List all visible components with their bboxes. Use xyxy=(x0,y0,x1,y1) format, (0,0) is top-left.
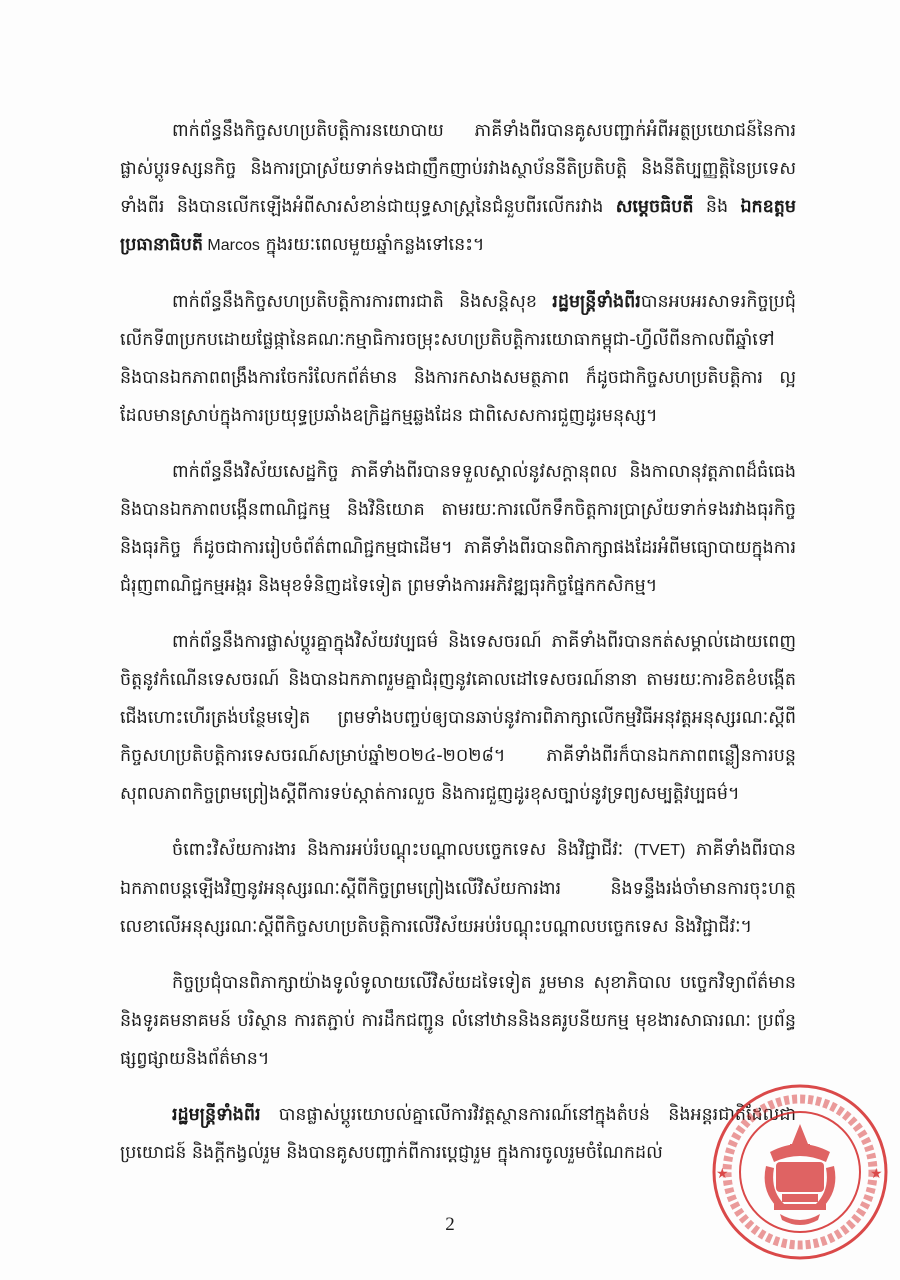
text-segment: ពាក់ព័ន្ធនឹងកិច្ចសហប្រតិបត្តិការនយោបាយ ភាគីទាំងពីរបានគូសបញ្ជាក់អំពីអត្ថប្រយោជន៍នៃការផ្លាស់ប្តូរទស្សនកិច្ច និងការប្រាស្រ័យទាក់ទងជាញឹកញាប់រវាងស្ថាប័ននីតិប្រតិបត្តិ និងនីតិប្បញ្ញត្តិនៃប្រទេសទាំងពីរ និងបានលើកឡើងអំពីសារសំខាន់ជាយុទ្ធសាស្ត្រនៃជំនួបពីរលើករវាង xyxy=(120,121,796,217)
paragraph-political-cooperation xyxy=(120,112,796,265)
text-segment: សម្តេចធិបតី xyxy=(615,197,694,217)
seal-star-left: ★ xyxy=(716,1166,729,1182)
text-segment: ក្នុងរយៈពេលមួយឆ្នាំកន្លងទៅនេះ។ xyxy=(259,235,485,255)
document-body xyxy=(120,112,796,1190)
text-segment: Marcos xyxy=(202,237,260,254)
text-segment: ពាក់ព័ន្ធនឹងកិច្ចសហប្រតិបត្តិការការពារជាតិ និងសន្តិសុខ xyxy=(172,292,553,312)
paragraph-economic xyxy=(120,453,796,605)
seal-star-right: ★ xyxy=(870,1166,883,1182)
text-segment: ពាក់ព័ន្ធនឹងការផ្លាស់ប្តូរគ្នាក្នុងវិស័យវប្បធម៌ និងទេសចរណ៍ ភាគីទាំងពីរបានកត់សម្គាល់ដោយពេញចិត្តនូវកំណើនទេសចរណ៍ និងបានឯកភាពរួមគ្នាជំរុញនូវគោលដៅទេសចរណ៍នានា តាមរយៈការខិតខំបង្កើតជើងហោះហើរត្រង់បន្ថែមទៀត ព្រមទាំងបញ្ចប់ឲ្យបានឆាប់នូវការពិភាក្សាលើកម្មវិធីអនុវត្តអនុស្សរណៈស្តីពីកិច្ចសហប្រតិបត្តិការទេសចរណ៍សម្រាប់ឆ្នាំ២០២៤-២០២៨។ ភាគីទាំងពីរក៏បានឯកភាពពន្លឿនការបន្តសុពលភាពកិច្ចព្រមព្រៀងស្តីពីការទប់ស្កាត់ការលួច និងការជួញដូរខុសច្បាប់នូវទ្រព្យសម្បត្តិវប្បធម៌។ xyxy=(120,632,796,804)
text-segment: រដ្ឋមន្ត្រីទាំងពីរ xyxy=(172,1105,261,1125)
text-segment: បានផ្លាស់ប្តូរយោបល់គ្នាលើការវិវត្តស្ថានការណ៍នៅក្នុងតំបន់ និងអន្តរជាតិដែលជាប្រយោជន៍ និងក្តីកង្វល់រួម និងបានគូសបញ្ជាក់ពីការប្តេជ្ញារួម ក្នុងការចូលរួមចំណែកដល់ xyxy=(120,1105,796,1163)
text-segment: ចំពោះវិស័យការងារ និងការអប់រំបណ្តុះបណ្តាលបច្ចេកទេស និងវិជ្ជាជីវៈ xyxy=(172,840,634,860)
text-segment: រដ្ឋមន្ត្រីទាំងពីរ xyxy=(552,292,641,312)
paragraph-regional-issues xyxy=(120,1096,796,1172)
text-segment: ពាក់ព័ន្ធនឹងវិស័យសេដ្ឋកិច្ច ភាគីទាំងពីរបានទទួលស្គាល់នូវសក្តានុពល និងកាលានុវត្តភាពដ៏ធំធេង និងបានឯកភាពបង្កើនពាណិជ្ជកម្ម និងវិនិយោគ តាមរយៈការលើកទឹកចិត្តការប្រាស្រ័យទាក់ទងរវាងធុរកិច្ច និងធុរកិច្ច ក៏ដូចជាការរៀបចំព័ត៌ពាណិជ្ជកម្មជាដើម។ ភាគីទាំងពីរបានពិភាក្សាផងដែរអំពីមធ្យោបាយក្នុងការជំរុញពាណិជ្ជកម្មអង្ករ និងមុខទំនិញដទៃទៀត ព្រមទាំងការអភិវឌ្ឍធុរកិច្ចផ្នែកកសិកម្ម។ xyxy=(120,462,796,596)
seal-emblem xyxy=(765,1124,836,1225)
page-number: 2 xyxy=(445,1214,455,1235)
text-segment: ភាគីទាំងពីរបានឯកភាពបន្តឡើងវិញនូវអនុស្សរណៈស្តីពីកិច្ចព្រមព្រៀងលើវិស័យការងារ និងទន្ទឹងរង់ចាំមានការចុះហត្ថលេខាលើអនុស្សរណៈស្តីពីកិច្ចសហប្រតិបត្តិការលើវិស័យអប់រំបណ្តុះបណ្តាលបច្ចេកទេស និងវិជ្ជាជីវៈ។ xyxy=(120,840,796,937)
text-segment: (TVET) xyxy=(633,842,686,859)
paragraph-other-sectors xyxy=(120,964,796,1078)
text-segment: កិច្ចប្រជុំបានពិភាក្សាយ៉ាងទូលំទូលាយលើវិស័យដទៃទៀត រួមមាន សុខាភិបាល បច្ចេកវិទ្យាព័ត៌មាននិងទូរគមនាគមន៍ បរិស្ថាន ការតភ្ជាប់ ការដឹកជញ្ជូន លំនៅឋាននិងនគរូបនីយកម្ម មុខងារសាធារណៈ ប្រព័ន្ធផ្សព្វផ្សាយនិងព័ត៌មាន។ xyxy=(120,973,796,1069)
paragraph-culture-tourism xyxy=(120,623,796,813)
text-segment: និង xyxy=(693,197,741,217)
paragraph-defense-security xyxy=(120,283,796,435)
text-segment: ឯកឧត្តមប្រធានាធិបតី xyxy=(120,197,796,255)
paragraph-labor-tvet xyxy=(120,831,796,946)
text-segment: បានអបអរសាទរកិច្ចប្រជុំលើកទី៣ប្រកបដោយផ្លែផ្កានៃគណៈកម្មាធិការចម្រុះសហប្រតិបត្តិការយោធាកម្ពុជា-ហ្វីលីពីនកាលពីឆ្នាំទៅ និងបានឯកភាពពង្រឹងការចែករំលែកព័ត៌មាន និងការកសាងសមត្ថភាព ក៏ដូចជាកិច្ចសហប្រតិបត្តិការ ល្អដែលមានស្រាប់ក្នុងការប្រយុទ្ធប្រឆាំងឧក្រិដ្ឋកម្មឆ្លងដែន ជាពិសេសការជួញដូរមនុស្ស។ xyxy=(120,292,796,426)
